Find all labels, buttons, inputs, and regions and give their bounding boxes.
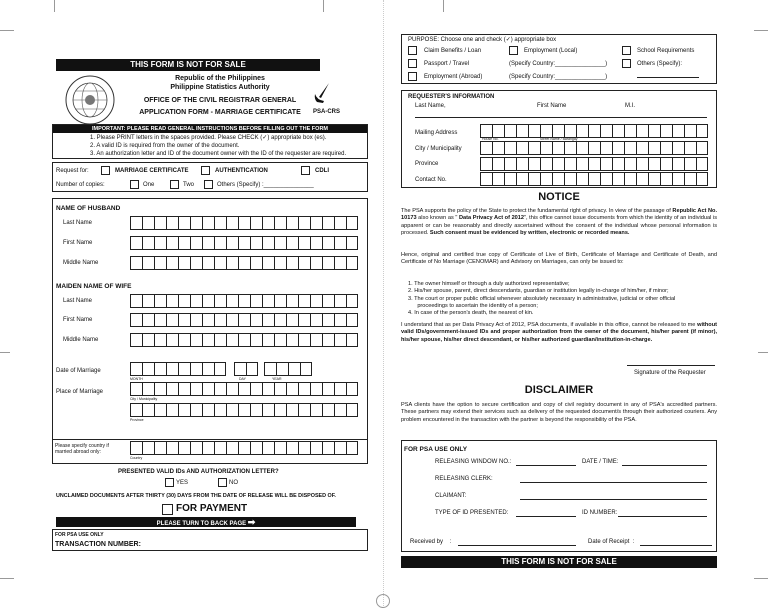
releasing-clerk-line[interactable] bbox=[520, 482, 707, 483]
employment-abroad-checkbox[interactable] bbox=[408, 72, 417, 81]
for-payment-label: FOR PAYMENT bbox=[176, 503, 248, 514]
marriage-month-input[interactable] bbox=[130, 362, 226, 376]
husband-last-name-input[interactable] bbox=[130, 216, 358, 230]
copies-label: Number of copies: bbox=[56, 182, 105, 188]
form-title: APPLICATION FORM - MARRIAGE CERTIFICATE bbox=[139, 109, 301, 116]
requester-heading: REQUESTER'S INFORMATION bbox=[408, 94, 495, 100]
wife-middle-name-input[interactable] bbox=[130, 333, 358, 347]
id-number-line[interactable] bbox=[618, 516, 707, 517]
crop-mark bbox=[323, 0, 324, 12]
claimant-line[interactable] bbox=[520, 499, 707, 500]
form-code: PSA-CRS bbox=[313, 109, 341, 115]
authentication-label: AUTHENTICATION bbox=[215, 168, 268, 174]
releasing-clerk-label: RELEASING CLERK: bbox=[435, 476, 493, 482]
marriage-day-input[interactable] bbox=[234, 362, 258, 376]
crop-mark bbox=[383, 0, 384, 608]
requester-first-label: First Name bbox=[537, 103, 567, 109]
notice-paragraph-1: The PSA supports the policy of the State to protect the fundamental right of privacy. In view of the passage of Republic Act No. 10173 also known as " Data Privacy Act of 2012", this office cannot issue documents from which the identity of an individual is apparent or can be reasonably and directly ascertained without the consent of the individual whose personal information is processed. Such consent must be evidenced by written, electronic or recorded means. bbox=[401, 208, 718, 236]
left-psa-use-label: FOR PSA USE ONLY bbox=[55, 532, 104, 538]
instructions-box bbox=[52, 124, 368, 159]
specify-country-1[interactable]: (Specify Country:_______________) bbox=[509, 61, 608, 67]
authority-text: Philippine Statistics Authority bbox=[170, 84, 270, 91]
notice-list-item: 2. His/her spouse, parent, direct descendants, guardian or institution legally in-charge of him/her, if minor; bbox=[408, 288, 669, 295]
authentication-checkbox[interactable] bbox=[201, 166, 210, 175]
signature-line[interactable] bbox=[627, 365, 715, 366]
turn-page-text: PLEASE TURN TO BACK PAGE bbox=[156, 521, 247, 527]
type-id-line[interactable] bbox=[516, 516, 576, 517]
instruction-3: 3. An authorization letter and ID of the document owner with the ID of the requester are required. bbox=[90, 151, 347, 157]
copy-others-checkbox[interactable] bbox=[204, 180, 213, 189]
notice-list-item: proceedings to ascertain the identity of a person; bbox=[408, 302, 538, 309]
crop-mark bbox=[443, 0, 444, 12]
wife-heading: MAIDEN NAME OF WIFE bbox=[56, 283, 132, 290]
republic-text: Republic of the Philippines bbox=[175, 75, 265, 82]
understand-paragraph: I understand that as per Data Privacy Act of 2012, PSA documents, if available in this office, cannot be released to me without valid IDs/government-issued IDs and proper authorization from the owner of the document, his/her parent (if minor), his/her spouse, his/her direct descendant, or his/her authorized guardian/institution-in-charge. bbox=[401, 322, 717, 343]
cdli-label: CDLI bbox=[315, 168, 329, 174]
no-label: NO bbox=[229, 480, 238, 486]
abroad-label: Please specify country if married abroad only: bbox=[55, 443, 109, 455]
wife-last-label: Last Name bbox=[63, 298, 93, 304]
notice-paragraph-2: Hence, original and certified true copy of Certificate of Live of Birth, Certificate of Marriage and Certificate of Death, and Certificate of No Marriage (CENOMAR) and Advisory on Marriages, can only be issued to: bbox=[401, 252, 717, 266]
date-receipt-line[interactable] bbox=[640, 545, 712, 546]
unclaimed-notice: UNCLAIMED DOCUMENTS AFTER THIRTY (30) DAYS FROM THE DATE OF RELEASE WILL BE DISPOSED OF. bbox=[56, 493, 336, 499]
purpose-heading: PURPOSE: Choose one and check (✓) appropriate box bbox=[408, 37, 557, 43]
contact-input[interactable] bbox=[480, 172, 708, 186]
marriage-certificate-label: MARRIAGE CERTIFICATE bbox=[115, 168, 189, 174]
turn-page-banner bbox=[56, 517, 356, 527]
crop-mark bbox=[0, 30, 14, 31]
employment-local-label: Employment (Local) bbox=[524, 48, 578, 54]
passport-checkbox[interactable] bbox=[408, 59, 417, 68]
claimant-label: CLAIMANT: bbox=[435, 493, 467, 499]
arrow-right-icon: ➡ bbox=[247, 517, 256, 527]
registration-mark bbox=[376, 594, 390, 608]
received-by-line[interactable] bbox=[458, 545, 576, 546]
others-purpose-label: Others (Specify): bbox=[637, 61, 683, 67]
notice-heading: NOTICE bbox=[538, 191, 580, 203]
copy-one-label: One bbox=[143, 182, 155, 188]
claim-benefits-label: Claim Benefits / Loan bbox=[424, 48, 482, 54]
crop-mark bbox=[0, 352, 10, 353]
id-number-label: ID NUMBER: bbox=[582, 510, 618, 516]
releasing-window-label: RELEASING WINDOW NO.: bbox=[435, 459, 512, 465]
requester-last-label: Last Name, bbox=[415, 103, 446, 109]
country-caption: Country bbox=[130, 456, 143, 460]
disclaimer-text: PSA clients have the option to secure certification and copy of civil registry document in any of PSA's accredited partners. These partners may extend their services such as delivery of the requested document/s through their authorized couriers. Any problem encountered in the transaction with the partner is beyond the responsibility of the PSA. bbox=[401, 402, 717, 423]
husband-heading: NAME OF HUSBAND bbox=[56, 205, 121, 212]
wife-first-name-input[interactable] bbox=[130, 313, 358, 327]
requester-name-line[interactable] bbox=[415, 117, 707, 118]
psa-seal-logo bbox=[64, 74, 116, 126]
date-time-line[interactable] bbox=[622, 465, 707, 466]
contact-label: Contact No. bbox=[415, 177, 447, 183]
requester-city-label: City / Municipality bbox=[415, 146, 462, 152]
copy-two-checkbox[interactable] bbox=[170, 180, 179, 189]
important-heading: IMPORTANT: PLEASE READ GENERAL INSTRUCTIONS BEFORE FILLING OUT THE FORM bbox=[53, 125, 367, 133]
country-input[interactable] bbox=[130, 441, 358, 455]
cdli-checkbox[interactable] bbox=[301, 166, 310, 175]
day-caption: DAY bbox=[239, 377, 246, 381]
notice-list-item: 4. In case of the person's death, the nearest of kin. bbox=[408, 310, 534, 317]
month-caption: MONTH bbox=[130, 377, 143, 381]
claim-benefits-checkbox[interactable] bbox=[408, 46, 417, 55]
husband-first-label: First Name bbox=[63, 240, 93, 246]
wife-first-label: First Name bbox=[63, 317, 93, 323]
yes-label: YES bbox=[176, 480, 189, 486]
not-for-sale-banner: THIS FORM IS NOT FOR SALE bbox=[56, 59, 320, 71]
wife-middle-label: Middle Name bbox=[63, 337, 99, 343]
presented-question: PRESENTED VALID IDs AND AUTHORIZATION LETTER? bbox=[118, 469, 279, 475]
disclaimer-heading: DISCLAIMER bbox=[524, 384, 594, 396]
school-requirements-label: School Requirements bbox=[637, 48, 695, 54]
requester-province-input[interactable] bbox=[480, 157, 708, 171]
passport-label: Passport / Travel bbox=[424, 61, 470, 67]
received-by-label: Received by : bbox=[410, 539, 452, 545]
husband-middle-label: Middle Name bbox=[63, 260, 99, 266]
crop-mark bbox=[754, 578, 768, 579]
right-psa-use-label: FOR PSA USE ONLY bbox=[404, 446, 468, 453]
place-marriage-label: Place of Marriage bbox=[56, 389, 104, 395]
notice-list bbox=[408, 281, 718, 317]
employment-abroad-label: Employment (Abroad) bbox=[424, 74, 483, 80]
notice-list-item: 1. The owner himself or through a duly authorized representative; bbox=[408, 281, 570, 287]
others-purpose-checkbox[interactable] bbox=[622, 59, 631, 68]
crop-mark bbox=[0, 578, 14, 579]
date-marriage-label: Date of Marriage bbox=[56, 368, 101, 374]
crop-mark bbox=[54, 0, 55, 12]
requester-city-input[interactable] bbox=[480, 141, 708, 155]
requester-province-label: Province bbox=[415, 161, 439, 167]
request-for-label: Request for: bbox=[56, 168, 89, 174]
specify-country-2[interactable]: (Specify Country:_______________) bbox=[509, 74, 608, 80]
copy-others-label: Others (Specify) :_______________ bbox=[217, 182, 314, 188]
others-specify-line[interactable] bbox=[637, 77, 699, 78]
husband-middle-name-input[interactable] bbox=[130, 256, 358, 270]
copy-one-checkbox[interactable] bbox=[130, 180, 139, 189]
place-province-input[interactable] bbox=[130, 403, 358, 417]
notice-list-item: 3. The court or proper public official whenever absolutely necessary in administrative, judicial or other official bbox=[408, 295, 676, 302]
date-receipt-label: Date of Receipt : bbox=[588, 539, 635, 545]
transaction-number-label: TRANSACTION NUMBER: bbox=[55, 541, 141, 548]
place-city-caption: City / Municipality bbox=[130, 397, 158, 401]
for-payment-checkbox[interactable] bbox=[162, 504, 173, 515]
crop-mark bbox=[758, 352, 768, 353]
date-time-label: DATE / TIME: bbox=[582, 459, 619, 465]
employment-local-checkbox[interactable] bbox=[509, 46, 518, 55]
signature-label: Signature of the Requester bbox=[634, 370, 706, 376]
type-id-label: TYPE OF ID PRESENTED: bbox=[435, 510, 509, 516]
requester-mi-label: M.I. bbox=[625, 103, 635, 109]
yes-checkbox[interactable] bbox=[165, 478, 174, 487]
marriage-certificate-checkbox[interactable] bbox=[101, 166, 110, 175]
office-text: OFFICE OF THE CIVIL REGISTRAR GENERAL bbox=[143, 97, 297, 104]
street-caption: Street Name / Barangay bbox=[540, 137, 578, 141]
instruction-2: 2. A valid ID is required from the owner of the document. bbox=[90, 143, 240, 149]
copy-two-label: Two bbox=[183, 182, 195, 188]
school-requirements-checkbox[interactable] bbox=[622, 46, 631, 55]
mailing-address-input[interactable] bbox=[480, 124, 708, 138]
husband-first-name-input[interactable] bbox=[130, 236, 358, 250]
crop-mark bbox=[754, 30, 768, 31]
place-city-input[interactable] bbox=[130, 382, 358, 396]
marriage-year-input[interactable] bbox=[264, 362, 312, 376]
place-province-caption: Province bbox=[130, 418, 144, 422]
wife-last-name-input[interactable] bbox=[130, 294, 358, 308]
no-checkbox[interactable] bbox=[218, 478, 227, 487]
right-not-for-sale-banner: THIS FORM IS NOT FOR SALE bbox=[401, 556, 717, 568]
year-caption: YEAR bbox=[272, 377, 282, 381]
husband-last-label: Last Name bbox=[63, 220, 93, 226]
house-no-caption: House No. bbox=[482, 137, 499, 141]
mailing-label: Mailing Address bbox=[415, 130, 458, 136]
releasing-window-line[interactable] bbox=[516, 465, 576, 466]
instruction-1: 1. Please PRINT letters in the spaces provided. Please CHECK (✓) appropriate box (es). bbox=[90, 135, 327, 141]
